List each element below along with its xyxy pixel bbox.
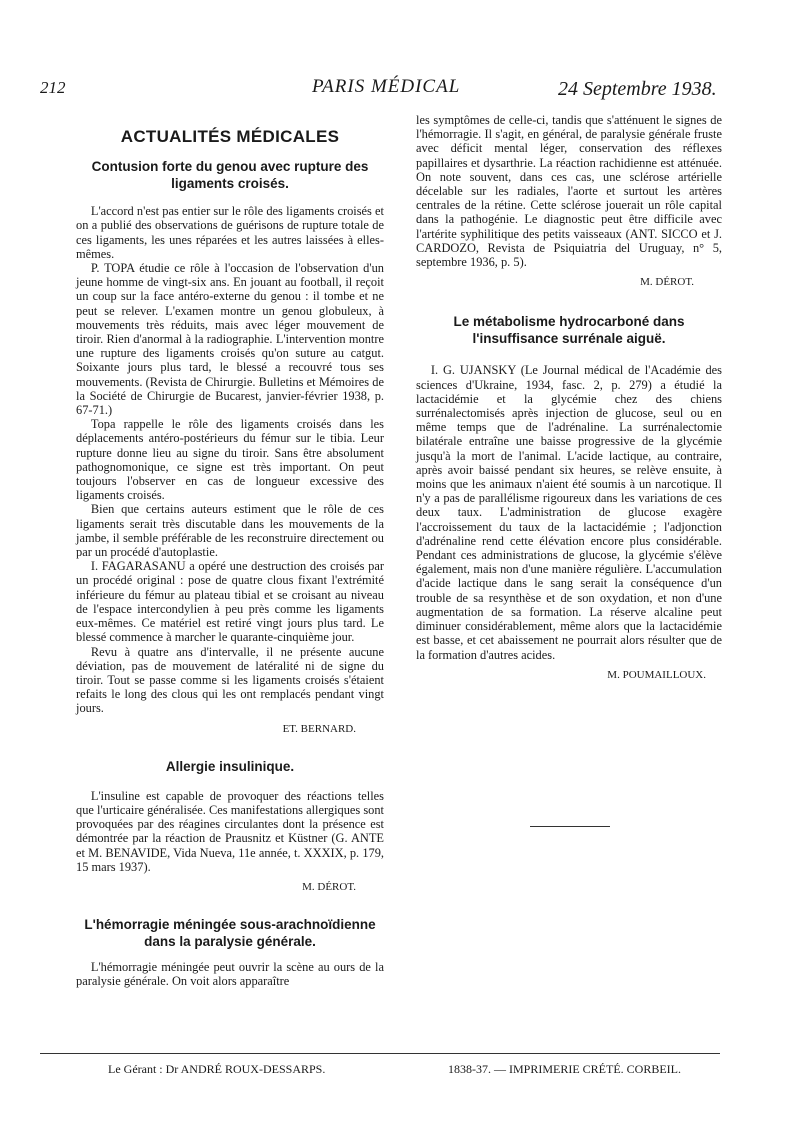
paragraph-continued: les symptômes de celle-ci, tandis que s'atténuent le signes de l'hémorragie. Il s'agit, en général, de paralysie générale fruste avec déficit mental léger, conservation des réflexes papillaires et dysarthrie. La réaction rachidienne est atténuée. On note souvent, dans ces cas, une sclérose artérielle décelable sur les radiales, l'aorte et surtout les artères centrales de la rétine. Cette sclérose jouerait un rôle capital dans la pathogénie. Le diagnostic peut être difficile avec l'artérite syphilitique des petits vaisseaux (ANT. SICCO et J. CARDOZO, Revista de Psiquiatria del Uruguay, n° 5, septembre 1936, p. 5). (416, 113, 722, 270)
right-column (416, 113, 722, 682)
paragraph: L'accord n'est pas entier sur le rôle des ligaments croisés et on a publié des observations de guérisons de rupture totale de ces ligaments, les unes réparées et les autres laissées à elles-mêmes. (76, 204, 384, 261)
paragraph: P. TOPA étudie ce rôle à l'occasion de l'observation d'un jeune homme de vingt-six ans. En jouant au football, il reçoit un coup sur la face antéro-externe du genou : il tombe et ne peut se relever. L'examen montre un genou globuleux, à mouvements très réduits, mais avec léger mouvement de tiroir. Rien d'anormal à la radiographie. L'intervention montre une rupture des ligaments croisés qu'on suture au catgut. Soixante jours plus tard, le blessé a recouvré tous ses mouvements. (Revista de Chirurgie. Bulletins et Mémoires de la Société de Chirurgie de Bucarest, janvier-février 1938, p. 67-71.) (76, 261, 384, 418)
paragraph: Revu à quatre ans d'intervalle, il ne présente aucune déviation, pas de mouvement de latéralité ni de signe du tiroir. Tout se passe comme si les ligaments croisés s'étaient refaits le long des clous qui les ont remplacés pendant vingt jours. (76, 644, 384, 716)
journal-title: PARIS MÉDICAL (312, 76, 461, 97)
footer-printer: 1838-37. — IMPRIMERIE CRÉTÉ. CORBEIL. (448, 1062, 681, 1076)
signature: M. DÉROT. (302, 880, 356, 893)
section-rubric: ACTUALITÉS MÉDICALES (120, 127, 340, 146)
footer-manager: Le Gérant : Dr ANDRÉ ROUX-DESSARPS. (108, 1062, 326, 1076)
article-title-allergie: Allergie insulinique. (165, 758, 295, 774)
separator-rule (530, 826, 610, 827)
paragraph: L'hémorragie méningée peut ouvrir la scène au ours de la paralysie générale. On voit alors apparaître (76, 960, 384, 989)
signature: M. POUMAILLOUX. (607, 668, 706, 681)
paragraph: Topa rappelle le rôle des ligaments croisés dans les déplacements antéro-postérieurs du fémur sur le tibia. Leur rupture donne lieu au signe du tiroir. Sans être absolument pathognomonique, ce signe est très important. On peut toujours l'observer en cas de longueur excessive des ligaments croisés. (76, 417, 384, 503)
article-title-metabolisme: Le métabolisme hydrocarboné dans l'insuffisance surrénale aiguë. (453, 314, 685, 347)
signature: ET. BERNARD. (282, 722, 356, 735)
footer-rule (40, 1053, 720, 1054)
paragraph: Bien que certains auteurs estiment que le rôle de ces ligaments serait très discutable dans les mouvements de la jambe, il semble préférable de les reconstruire directement ou par un procédé d'autoplastie. (76, 502, 384, 560)
issue-date: 24 Septembre 1938. (558, 78, 717, 100)
article-title-contusion: Contusion forte du genou avec rupture des ligaments croisés. (91, 159, 369, 192)
paragraph: I. FAGARASANU a opéré une destruction des croisés par un procédé original : pose de quatre clous fixant l'extrémité inférieure du fémur au plateau tibial et se croisant au niveau de l'espace intercondylien à peu près comme les ligaments eux-mêmes. Ce matériel est retiré vingt jours plus tard. Le blessé commence à marcher le quarante-cinquième jour. (76, 559, 384, 645)
paragraph: I. G. UJANSKY (Le Journal médical de l'Académie des sciences d'Ukraine, 1934, fasc. 2, p. 279) a étudié la lactacidémie et la glycémie chez des chiens surrénalectomisés après injection de glucose, seul ou en même temps que de l'adrénaline. La surrénalectomie bilatérale entraîne une baisse progressive de la glycémie jusqu'à la mort de l'animal. L'acide lactique, au contraire, après avoir baissé pendant six heures, se relève ensuite, à moins que les animaux n'aient été soumis à un narcotique. Il n'y a pas de parallélisme rigoureux dans les variations de ces deux taux. L'administration de glucose exagère l'accroissement du taux de la lactacidémie ; l'adjonction d'adrénaline rend cette élévation encore plus considérable. Pendant ces administrations de glucose, la glycémie s'élève également, mais non d'une manière régulière. L'accumulation d'acide lactique dans le sang serait la conséquence d'un trouble de sa resynthèse et de son oxydation, et non d'une augmentation de sa formation. La réserve alcaline peut diminuer considérablement, même alors que la lactacidémie est basse, et cet abaissement ne pourrait alors résulter que de la formation d'autres acides. (416, 363, 722, 662)
page-number: 212 (40, 78, 66, 97)
left-column (76, 127, 384, 989)
paragraph: L'insuline est capable de provoquer des réactions telles que l'urticaire généralisée. Ces manifestations allergiques sont provoquées par des réagines circulantes dont la présence est démontrée par la réaction de Prausnitz et Küstner (G. ANTE et M. BENAVIDE, Vida Nueva, 11e année, t. XXXIX, p. 179, 15 mars 1937). (76, 788, 384, 874)
article-title-hemorragie: L'hémorragie méningée sous-arachnoïdienne dans la paralysie générale. (84, 917, 376, 950)
signature: M. DÉROT. (640, 276, 694, 289)
